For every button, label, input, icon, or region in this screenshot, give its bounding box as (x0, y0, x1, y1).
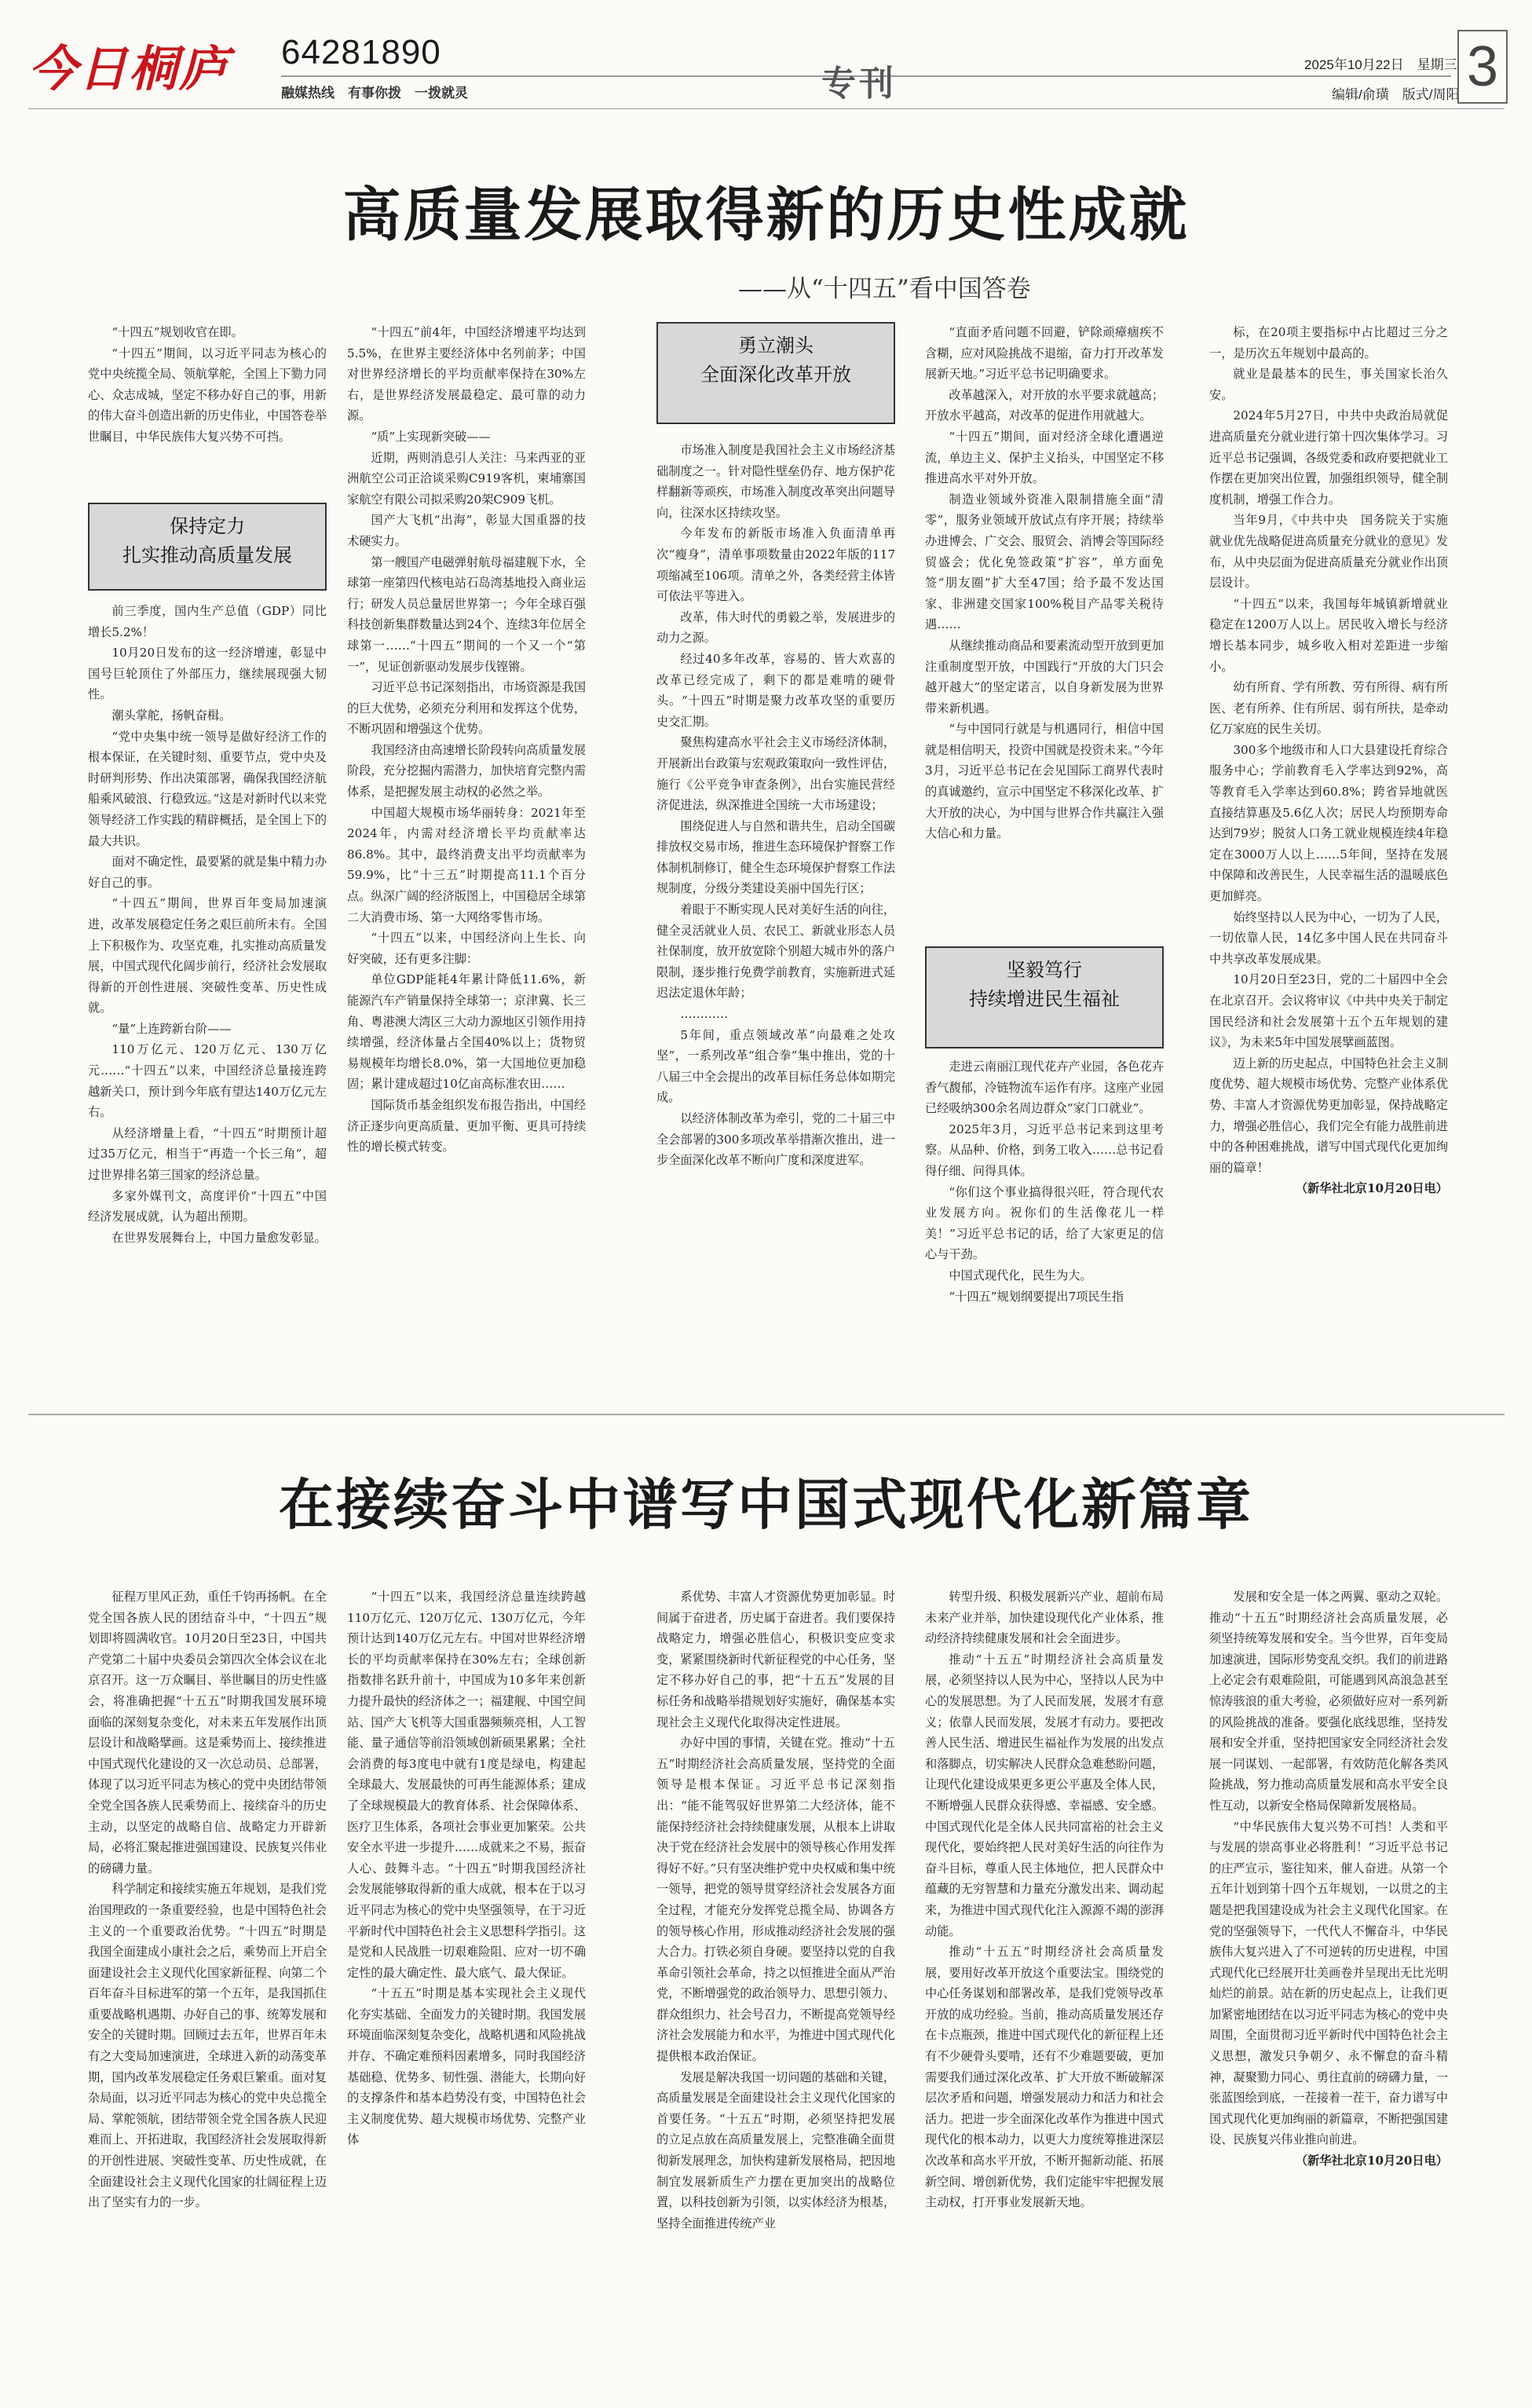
paragraph: ………… (680, 1007, 729, 1022)
paragraph: 110万亿元、120万亿元、130万亿元……“十四五”以来，中国经济总量接连跨越新关口，预计到今年底有望达140万亿元左右。 (88, 1042, 327, 1120)
article1-column-4 (925, 322, 1164, 935)
paragraph: “十四五”以来，我国经济总量连续跨越110万亿元、120万亿元、130万亿元，今年预计达到140万亿元左右。中国对世界经济增长的平均贡献率保持在30%左右；全球创新指数排名跃升前十，中国成为10多年来创新力提升最快的经济体之一；福建舰、中国空间站、国产大飞机等大国重器频频亮相，人工智能、量子通信等前沿领域创新硕果累累；全社会消费的每3度电中就有1度是绿电，构建起全球最大、发展最快的可再生能源体系；建成了全球规模最大的教育体系、社会保障体系、医疗卫生体系，各项社会事业更加繁荣。公共安全水平进一步提升……成就来之不易，振奋人心、鼓舞斗志。“十四五”时期我国经济社会发展能够取得新的重大成就，根本在于以习近平同志为核心的党中央坚强领导，在于习近平新时代中国特色社会主义思想科学指引。这是党和人民战胜一切艰难险阻、应对一切不确定性的最大确定性、最大底气、最大保证。 (347, 1590, 586, 1980)
paragraph: 在世界发展舞台上，中国力量愈发彰显。 (112, 1230, 327, 1245)
page-number: 3 (1457, 30, 1508, 104)
paragraph: （新华社北京10月20日电） (1295, 2154, 1448, 2168)
article2-column-1 (88, 1586, 327, 2380)
paragraph: 300多个地级市和人口大县建设托育综合服务中心；学前教育毛入学率达到92%，高等教育毛入学率达到60.8%；跨省异地就医直接结算惠及5.6亿人次；居民人均预期寿命达到79岁；脱贫人口务工就业规模连续4年稳定在3000万人以上……5年间，坚持在发展中保障和改善民生，人民幸福生活的温暖底色更加鲜亮。 (1209, 742, 1448, 904)
article1-subhead-3: 坚毅笃行 持续增进民生福祉 (925, 946, 1164, 1048)
paragraph: 2024年5月27日，中共中央政治局就促进高质量充分就业进行第十四次集体学习。习近平总书记强调，各级党委和政府要把就业工作摆在更加突出位置，加强组织领导，健全制度机制，增强工作合力。 (1209, 408, 1448, 507)
article1-column-5 (1209, 322, 1448, 1382)
paragraph: （新华社北京10月20日电） (1295, 1181, 1448, 1196)
paragraph: 推动“十五五”时期经济社会高质量发展，必须坚持以人民为中心，坚持以人民为中心的发展思想。为了人民而发展，发展才有意义；依靠人民而发展，发展才有动力。要把改善人民生活、增进民生福祉作为发展的出发点和落脚点，切实解决人民群众急难愁盼问题，让现代化建设成果更多更公平惠及全体人民，不断增强人民群众获得感、幸福感、安全感。中国式现代化是全体人民共同富裕的社会主义现代化，要始终把人民对美好生活的向往作为奋斗目标，尊重人民主体地位，把人民群众中蕴藏的无穷智慧和力量充分激发出来、调动起来，为推进中国式现代化注入源源不竭的澎湃动能。 (925, 1652, 1164, 1938)
article1-column-1b (88, 601, 327, 1382)
paragraph: 国际货币基金组织发布报告指出，中国经济正逐步向更高质量、更加平衡、更具可持续性的增长模式转变。 (347, 1097, 586, 1155)
article1-column-3 (656, 440, 895, 1382)
paragraph: 近期，两则消息引人关注：马来西亚的亚洲航空公司正洽谈采购C919客机，柬埔寨国家航空有限公司拟采购20架C909飞机。 (347, 450, 586, 507)
paragraph: “十四五”期间，以习近平同志为核心的党中央统揽全局、领航掌舵，全国上下勠力同心、众志成城，坚定不移办好自己的事，用新的伟大奋斗创造出新的历史伟业，中国答卷举世瞩目，中华民族伟大复兴势不可挡。 (88, 346, 327, 444)
paragraph: 2025年3月，习近平总书记来到这里考察。从品种、价格，到务工收入……总书记看得仔细、问得具体。 (925, 1122, 1164, 1178)
article1-subhead-1: 保持定力 扎实推动高质量发展 (88, 503, 327, 591)
paragraph: 就业是最基本的民生，事关国家长治久安。 (1209, 367, 1448, 402)
paragraph: “十四五”以来，我国每年城镇新增就业稳定在1200万人以上。居民收入增长与经济增长基本同步，城乡收入相对差距进一步缩小。 (1209, 596, 1448, 674)
paragraph: 面对不确定性，最要紧的就是集中精力办好自己的事。 (88, 855, 327, 890)
paragraph: 改革，伟大时代的勇毅之举，发展进步的动力之源。 (656, 609, 895, 646)
paragraph: 今年发布的新版市场准入负面清单再次“瘦身”，清单事项数量由2022年版的117项缩减至106项。清单之外，各类经营主体皆可依法平等进入。 (656, 526, 895, 604)
header-rule (28, 108, 1505, 109)
article1-subtitle: ——从“十四五”看中国答卷 (738, 275, 1031, 303)
paragraph: “十四五”前4年，中国经济增速平均达到5.5%，在世界主要经济体中名列前茅；中国对世界经济增长的平均贡献率保持在30%左右，是世界经济发展最稳定、最可靠的动力源。 (347, 325, 586, 423)
paragraph: “与中国同行就是与机遇同行，相信中国就是相信明天，投资中国就是投资未来。”今年3月，习近平总书记在会见国际工商界代表时的真诚邀约，宣示中国坚定不移深化改革、扩大开放的决心，为中国与世界合作共赢注入强大信心和力量。 (925, 722, 1164, 841)
hotline-slogan: 融媒热线 有事你拨 一拨就灵 (281, 86, 468, 101)
article-separator (28, 1414, 1505, 1415)
editor-credits: 编辑/俞璜 版式/周阳 (1332, 87, 1460, 102)
paragraph: 经过40多年改革，容易的、皆大欢喜的改革已经完成了，剩下的都是难啃的硬骨头。“十四五”时期是聚力改革攻坚的重要历史交汇期。 (656, 651, 895, 729)
paragraph: 多家外媒刊文，高度评价“十四五”中国经济发展成就，认为超出预期。 (88, 1188, 327, 1224)
paragraph: 单位GDP能耗4年累计降低11.6%，新能源汽车产销量保持全球第一；京津冀、长三角、粤港澳大湾区三大动力源地区引领作用持续增强，经济体量占全国40%以上；货物贸易规模年均增长8.0%，第一大国地位更加稳固；累计建成超过10亿亩高标准农田…… (347, 972, 586, 1092)
paragraph: 5年间，重点领域改革“向最难之处攻坚”，一系列改革“组合拳”集中推出，党的十八届三中全会提出的改革目标任务总体如期完成。 (656, 1027, 895, 1105)
paragraph: 始终坚持以人民为中心，一切为了人民，一切依靠人民，14亿多中国人民在共同奋斗中共享改革发展成果。 (1209, 909, 1448, 966)
paragraph: 改革越深入，对开放的水平要求就越高；开放水平越高，对改革的促进作用就越大。 (925, 387, 1164, 423)
masthead (28, 30, 1505, 104)
paragraph: 征程万里风正劲，重任千钧再扬帆。在全党全国各族人民的团结奋斗中，“十四五”规划即将圆满收官。10月20日至23日，中国共产党第二十届中央委员会第四次全体会议在北京召开。这一万众瞩目、举世瞩目的历史性盛会，将准确把握“十五五”时期我国发展环境面临的深刻复杂变化，对未来五年发展作出顶层设计和战略擘画。这是乘势而上、接续推进中国式现代化建设的又一次总动员、总部署，体现了以习近平同志为核心的党中央团结带领全党全国各族人民乘势而上、接续奋斗的历史主动，以坚定的战略自信、战略定力开辟新局，必将汇聚起推进强国建设、民族复兴伟业的磅礴力量。 (88, 1590, 327, 1876)
paragraph: 迈上新的历史起点，中国特色社会主义制度优势、超大规模市场优势、完整产业体系优势、丰富人才资源优势更加彰显，保持战略定力，增强必胜信心，我们完全有能力战胜前进中的各种困难挑战，谱写中国式现代化更加绚丽的篇章！ (1209, 1056, 1448, 1175)
paragraph: “直面矛盾问题不回避，铲除顽瘴痼疾不含糊，应对风险挑战不退缩，奋力打开改革发展新天地。”习近平总书记明确要求。 (925, 325, 1164, 382)
paragraph: “量”上连跨新台阶—— (112, 1021, 232, 1036)
paragraph: 中国超大规模市场华丽转身：2021年至2024年，内需对经济增长平均贡献率达86.8%。其中，最终消费支出平均贡献率为59.9%，比“十三五”时期提高11.1个百分点。纵深广阔的经济版图上，中国稳居全球第二大消费市场、第一大网络零售市场。 (347, 805, 586, 924)
article1-column-2 (347, 322, 586, 1382)
paragraph: 潮头掌舵，扬帆奋楫。 (112, 708, 232, 723)
paragraph: 我国经济由高速增长阶段转向高质量发展阶段，充分挖掘内需潜力，加快培育完整内需体系，是把握发展主动权的必然之举。 (347, 742, 586, 800)
paragraph: “十四五”期间，面对经济全球化遭遇逆流，单边主义、保护主义抬头，中国坚定不移推进高水平对外开放。 (925, 429, 1164, 486)
newspaper-logo: 今日桐庐 (28, 40, 230, 97)
paragraph: 国产大飞机“出海”，彰显大国重器的技术硬实力。 (347, 513, 586, 548)
article1-column-4b (925, 1056, 1164, 1382)
paragraph: 着眼于不断实现人民对美好生活的向往，健全灵活就业人员、农民工、新就业形态人员社保制度，放开放宽除个别超大城市外的落户限制，逐步推行免费学前教育，实施新进式延迟法定退休年龄； (656, 902, 895, 1001)
paragraph: 前三季度，国内生产总值（GDP）同比增长5.2%！ (88, 604, 327, 639)
paragraph: 标，在20项主要指标中占比超过三分之一，是历次五年规划中最高的。 (1209, 325, 1448, 360)
paragraph: 以经济体制改革为牵引，党的二十届三中全会部署的300多项改革举措渐次推出，进一步全面深化改革不断向广度和深度进军。 (656, 1111, 895, 1168)
paragraph: 发展和安全是一体之两翼、驱动之双轮。推动“十五五”时期经济社会高质量发展，必须坚持统筹发展和安全。当今世界，百年变局加速演进，国际形势变乱交织。我们的前进路上必定会有艰难险阻，可能遇到风高浪急甚至惊涛骇浪的重大考验，必须做好应对一系列新的风险挑战的准备。要强化底线思维，坚持发展和安全并重，坚持把国家安全同经济社会发展一同谋划、一起部署，有效防范化解各类风险挑战，努力推动高质量发展和高水平安全良性互动，以新安全格局保障新发展格局。 (1209, 1590, 1448, 1813)
article2-column-4 (925, 1586, 1164, 2380)
article1-column-1 (88, 322, 327, 479)
paragraph: 市场准入制度是我国社会主义市场经济基础制度之一。针对隐性壁垒仍存、地方保护花样翻新等顽疾，市场准入制度改革突出问题导向，往深水区持续攻坚。 (656, 443, 895, 520)
paragraph: 第一艘国产电磁弹射航母福建舰下水，全球第一座第四代核电站石岛湾基地投入商业运行；研发人员总量居世界第一；今年全球百强科技创新集群数量达到24个、连续3年位居全球第一……“十四五”期间的一个又一个“第一”，见证创新驱动发展步伐铿锵。 (347, 554, 586, 674)
paragraph: “中华民族伟大复兴势不可挡！人类和平与发展的崇高事业必将胜利！”习近平总书记的庄严宣示，鉴往知来，催人奋进。从第一个五年计划到第十四个五年规划，一以贯之的主题是把我国建设成为社会主义现代化国家。在党的坚强领导下，一代代人不懈奋斗，中华民族伟大复兴进入了不可逆转的历史进程，中国式现代化已经展开壮美画卷并呈现出无比光明灿烂的前景。站在新的历史起点上，让我们更加紧密地团结在以习近平同志为核心的党中央周围，全面贯彻习近平新时代中国特色社会主义思想，激发只争朝夕、永不懈怠的奋斗精神，凝聚勠力同心、勇往直前的磅礴力量，一张蓝图绘到底，一茬接着一茬干，奋力谱写中国式现代化更加绚丽的新篇章，不断把强国建设、民族复兴伟业推向前进。 (1209, 1819, 1448, 2147)
paragraph: 科学制定和接续实施五年规划，是我们党治国理政的一条重要经验，也是中国特色社会主义的一个重要政治优势。“十四五”时期是我国全面建成小康社会之后，乘势而上开启全面建设社会主义现代化国家新征程、向第二个百年奋斗目标进军的第一个五年，是我国抓住重要战略机遇期、办好自己的事、统筹发展和安全的关键时期。回顾过去五年，世界百年未有之大变局加速演进，全球进入新的动荡变革期，国内改革发展稳定任务艰巨繁重。面对复杂局面，以习近平同志为核心的党中央总揽全局、掌舵领航，团结带领全党全国各族人民迎难而上、开拓进取，我国经济社会发展取得新的开创性进展、突破性变革、历史性成就，在全面建设社会主义现代化国家的壮阔征程上迈出了坚实有力的一步。 (88, 1882, 327, 2210)
paragraph: 习近平总书记深刻指出，市场资源是我国的巨大优势，必须充分利用和发挥这个优势，不断巩固和增强这个优势。 (347, 680, 586, 737)
article2-column-5 (1209, 1586, 1448, 2380)
paragraph: “十四五”以来，中国经济向上生长、向好突破，还有更多注脚： (347, 931, 586, 966)
article2-column-3 (656, 1586, 895, 2380)
paragraph: 从继续推动商品和要素流动型开放到更加注重制度型开放，中国践行“开放的大门只会越开越大”的坚定诺言，以自身新发展为世界带来新机遇。 (925, 638, 1164, 715)
paragraph: “十四五”规划纲要提出7项民生指 (949, 1289, 1124, 1304)
paragraph: 转型升级、积极发展新兴产业、超前布局未来产业并举，加快建设现代化产业体系，推动经济持续健康发展和社会全面进步。 (925, 1590, 1164, 1646)
paragraph: 制造业领域外资准入限制措施全面“清零”，服务业领域开放试点有序开展；持续举办进博会、广交会、服贸会、消博会等国际经贸盛会；优化免签政策“扩容”，单方面免签“朋友圈”扩大至47国；给予最不发达国家、非洲建交国家100%税目产品零关税待遇…… (925, 492, 1164, 632)
paragraph: 办好中国的事情，关键在党。推动“十五五”时期经济社会高质量发展，坚持党的全面领导是根本保证。习近平总书记深刻指出：“能不能驾驭好世界第二大经济体，能不能保持经济社会持续健康发展，从根本上讲取决于党在经济社会发展中的领导核心作用发挥得好不好。”只有坚决维护党中央权威和集中统一领导，把党的领导贯穿经济社会发展各方面全过程，才能充分发挥党总揽全局、协调各方的领导核心作用，形成推动经济社会发展的强大合力。打铁必须自身硬。要坚持以党的自我革命引领社会革命，持之以恒推进全面从严治党，不断增强党的政治领导力、思想引领力、群众组织力、社会号召力，不断提高党领导经济社会发展能力和水平，为推进中国式现代化提供根本政治保证。 (656, 1736, 895, 2064)
paragraph: 10月20日至23日，党的二十届四中全会在北京召开。会议将审议《中共中央关于制定国民经济和社会发展第十五个五年规划的建议》，为未来5年中国发展擘画蓝图。 (1209, 972, 1448, 1050)
article2-title: 在接续奋斗中谱写中国式现代化新篇章 (279, 1473, 1253, 1537)
paragraph: 推动“十五五”时期经济社会高质量发展，要用好改革开放这个重要法宝。围绕党的中心任务谋划和部署改革，是我们党领导改革开放的成功经验。当前，推动高质量发展还存在卡点瓶颈，推进中国式现代化的新征程上还有不少硬骨头要啃，还有不少难题要破，更加需要我们通过深化改革、扩大开放不断破解深层次矛盾和问题，增强发展动力和活力和社会活力。把进一步全面深化改革作为推进中国式现代化的根本动力，以更大力度统筹推进深层次改革和高水平开放，不断开掘新动能、拓展新空间、增创新优势，我们定能牢牢把握发展主动权，打开事业发展新天地。 (925, 1945, 1164, 2210)
paragraph: 中国式现代化，民生为大。 (949, 1268, 1092, 1283)
paragraph: “十四五”规划收官在即。 (112, 325, 243, 339)
paragraph: “十四五”期间，世界百年变局加速演进，改革发展稳定任务之艰巨前所未有。全国上下积极作为、攻坚克难，扎实推动高质量发展，中国式现代化阔步前行，经济社会发展取得新的开创性进展、突破性变革、历史性成就。 (88, 896, 327, 1016)
section-name: 专刊 (821, 64, 897, 104)
article1-title: 高质量发展取得新的历史性成就 (342, 181, 1190, 249)
article2-column-2 (347, 1586, 586, 2380)
paragraph: 走进云南丽江现代花卉产业园，各色花卉香气馥郁，冷链物流车运作有序。这座产业园已经吸纳300余名周边群众“家门口就业”。 (925, 1059, 1164, 1116)
paragraph: “党中央集中统一领导是做好经济工作的根本保证，在关键时刻、重要节点，党中央及时研判形势、作出决策部署，确保我国经济航船乘风破浪、行稳致远。”这是对新时代以来党领导经济工作实践的精辟概括，是全国上下的最大共识。 (88, 729, 327, 848)
paragraph: 发展是解决我国一切问题的基础和关键，高质量发展是全面建设社会主义现代化国家的首要任务。“十五五”时期，必须坚持把发展的立足点放在高质量发展上，完整准确全面贯彻新发展理念，加快构建新发展格局，把因地制宜发展新质生产力摆在更加突出的战略位置，以科技创新为引领，以实体经济为根基，坚持全面推进传统产业 (656, 2069, 895, 2231)
hotline-number: 64281890 (281, 33, 441, 71)
paragraph: 系优势、丰富人才资源优势更加彰显。时间属于奋进者，历史属于奋进者。我们要保持战略定力，增强必胜信心，积极识变应变求变，紧紧围绕新时代新征程党的中心任务，坚定不移办好自己的事，把“十五五”发展的目标任务和战略举措规划好实施好，确保基本实现社会主义现代化取得决定性进展。 (656, 1590, 895, 1729)
paragraph: “质”上实现新突破—— (371, 429, 491, 444)
paragraph: 幼有所育、学有所教、劳有所得、病有所医、老有所养、住有所居、弱有所扶，是牵动亿万家庭的民生关切。 (1209, 680, 1448, 737)
paragraph: 围绕促进人与自然和谐共生，启动全国碳排放权交易市场，推进生态环境保护督察工作体制机制修订，健全生态环境保护督察工作法规制度，分级分类建设美丽中国先行区； (656, 818, 895, 896)
paragraph: “十五五”时期是基本实现社会主义现代化夯实基础、全面发力的关键时期。我国发展环境面临深刻复杂变化，战略机遇和风险挑战并存、不确定难预料因素增多，同时我国经济基础稳、优势多、韧性强、潜能大，长期向好的支撑条件和基本趋势没有变，中国特色社会主义制度优势、超大规模市场优势、完整产业体 (347, 1986, 586, 2147)
paragraph: 当年9月，《中共中央 国务院关于实施就业优先战略促进高质量充分就业的意见》发布，从中央层面为促进高质量充分就业作出顶层设计。 (1209, 513, 1448, 591)
paragraph: “你们这个事业搞得很兴旺，符合现代农业发展方向。祝你们的生活像花儿一样美！”习近平总书记的话，给了大家更足的信心与干劲。 (925, 1184, 1164, 1262)
paragraph: 从经济增量上看，“十四五”时期预计超过35万亿元，相当于“再造一个长三角”，超过世界排名第三国家的经济总量。 (88, 1125, 327, 1183)
publication-date: 2025年10月22日 星期三 (1304, 57, 1457, 72)
paragraph: 聚焦构建高水平社会主义市场经济体制，开展新出台政策与宏观政策取向一致性评估，施行《公平竞争审查条例》，出台实施民营经济促进法，纵深推进全国统一大市场建设； (656, 735, 895, 813)
paragraph: 10月20日发布的这一经济增速，彰显中国号巨轮顶住了外部压力，继续展现强大韧性。 (88, 646, 327, 702)
article1-subhead-2: 勇立潮头 全面深化改革开放 (656, 322, 895, 424)
